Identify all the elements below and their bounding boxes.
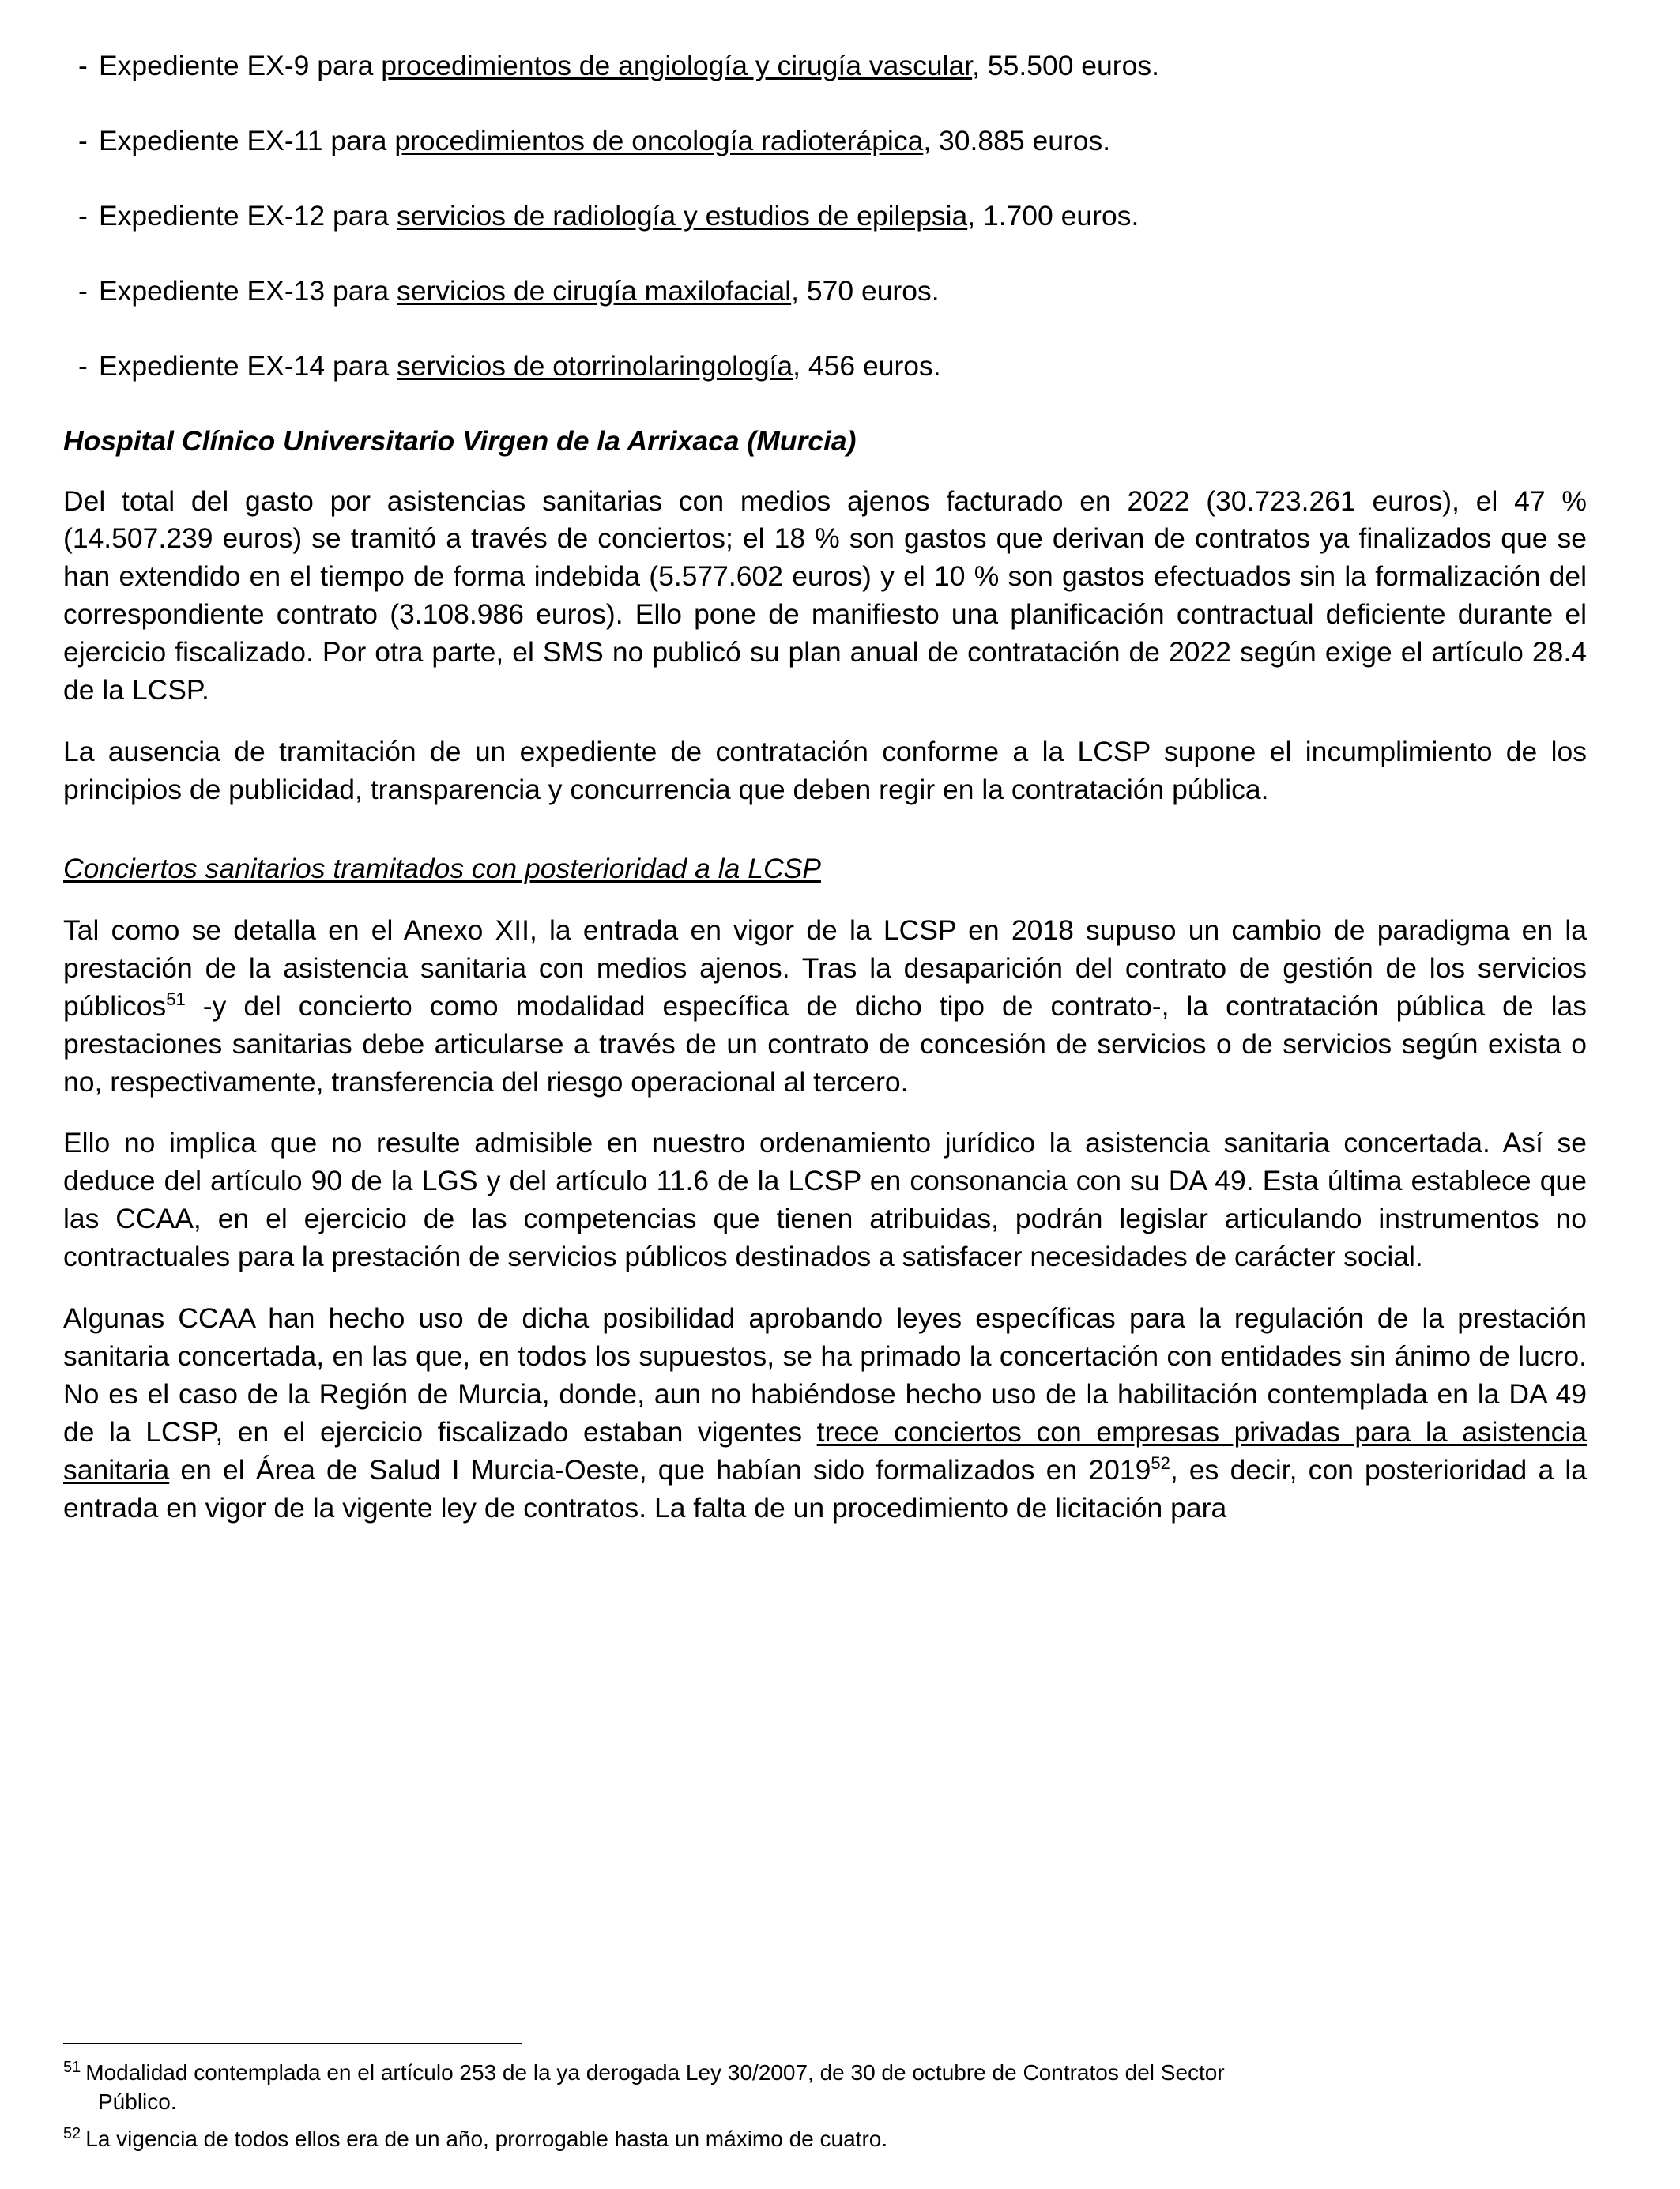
list-item-emphasis: servicios de radiología y estudios de epilepsia [396, 199, 968, 232]
footnote-number: 51 [63, 2058, 81, 2076]
paragraph-anexo-xii-part1: Tal como se detalla en el Anexo XII, la entrada en vigor de la LCSP en 2018 supuso un cambio de paradigma en la prestación de la asistencia sanitaria con medios ajenos. Tras la desaparición del contrato de gestión de los servicios públicos [63, 914, 1587, 1022]
section-heading: Hospital Clínico Universitario Virgen de la Arrixaca (Murcia) [63, 424, 857, 457]
list-item [63, 273, 1587, 311]
list-item-prefix: Expediente EX-13 para [99, 274, 397, 307]
footnote-ref-51[interactable]: 51 [166, 989, 186, 1009]
list-item [63, 198, 1587, 235]
expediente-list [63, 47, 1587, 386]
paragraph-gasto-total: Del total del gasto por asistencias sanitarias con medios ajenos facturado en 2022 (30.723.261 euros), el 47 % (14.507.239 euros) se tramitó a través de conciertos; el 18 % son gastos que derivan de contratos ya finalizados que se han extendido en el tiempo de forma indebida (5.577.602 euros) y el 10 % son gastos efectuados sin la formalización del correspondiente contrato (3.108.986 euros). Ello pone de manifiesto una planificación contractual deficiente durante el ejercicio fiscalizado. Por otra parte, el SMS no publicó su plan anual de contratación de 2022 según exige el artículo 28.4 de la LCSP. [63, 484, 1587, 706]
list-item [63, 348, 1587, 386]
paragraph-ausencia-tramitacion: La ausencia de tramitación de un expediente de contratación conforme a la LCSP supone el incumplimiento de los principios de publicidad, transparencia y concurrencia que deben regir en la contratación pública. [63, 736, 1587, 805]
list-item-suffix: , 456 euros. [793, 349, 941, 382]
paragraph-ccaa-emphasis: trece conciertos con empresas privadas para la asistencia sanitaria [63, 1415, 1587, 1486]
list-item-prefix: Expediente EX-12 para [99, 199, 397, 232]
list-item-prefix: Expediente EX-14 para [99, 349, 397, 382]
paragraph-ccaa-part1: Algunas CCAA han hecho uso de dicha posibilidad aprobando leyes específicas para la regulación de la prestación sanitaria concertada, en las que, en todos los supuestos, se ha primado la concertación con entidades sin ánimo de lucro. No es el caso de la Región de Murcia, donde, aun no habiéndose hecho uso de la habilitación contemplada en la DA 49 de la LCSP, en el ejercicio fiscalizado estaban vigentes [63, 1302, 1587, 1448]
footnote-area [63, 2043, 1587, 2154]
list-item [63, 122, 1587, 160]
list-item-prefix: Expediente EX-9 para [99, 50, 382, 81]
list-bullet-dash: - [78, 274, 88, 307]
sub-heading: Conciertos sanitarios tramitados con posterioridad a la LCSP [63, 852, 821, 884]
list-item-suffix: , 570 euros. [791, 274, 940, 307]
list-bullet-dash: - [78, 199, 88, 232]
document-body [63, 47, 1587, 1528]
list-item-suffix: , 30.885 euros. [923, 124, 1111, 156]
list-bullet-dash: - [78, 349, 88, 382]
list-item-emphasis: procedimientos de angiología y cirugía vascular [381, 50, 973, 81]
list-item-suffix: , 55.500 euros. [972, 50, 1159, 81]
footnote-text: Modalidad contemplada en el artículo 253 de la ya derogada Ley 30/2007, de 30 de octubre de Contratos del Sector [85, 2060, 1225, 2085]
footnote-text: La vigencia de todos ellos era de un año, prorrogable hasta un máximo de cuatro. [85, 2127, 888, 2152]
list-item [63, 47, 1587, 85]
paragraph-anexo-xii [63, 912, 1587, 1102]
footnote-text-continuation: Público. [98, 2089, 177, 2115]
footnote-separator [63, 2043, 522, 2044]
list-item-prefix: Expediente EX-11 para [99, 124, 395, 156]
footnote-ref-52[interactable]: 52 [1151, 1452, 1170, 1473]
list-item-emphasis: procedimientos de oncología radioterápica [394, 124, 924, 156]
list-item-emphasis: servicios de otorrinolaringología [396, 349, 793, 382]
paragraph-anexo-xii-part2: -y del concierto como modalidad específica de dicho tipo de contrato-, la contratación pública de las prestaciones sanitarias debe articularse a través de un contrato de concesión de servicios o de servicios según exista o no, respectivamente, transferencia del riesgo operacional al tercero. [63, 989, 1587, 1098]
list-item-emphasis: servicios de cirugía maxilofacial [396, 274, 792, 307]
footnote-number: 52 [63, 2124, 81, 2142]
paragraph-ccaa-part2: en el Área de Salud I Murcia-Oeste, que habían sido formalizados en 2019 [169, 1453, 1151, 1486]
footnote-51 [63, 2059, 1587, 2117]
footnote-52 [63, 2125, 1587, 2154]
list-bullet-dash: - [78, 124, 88, 156]
paragraph-ccaa [63, 1300, 1587, 1528]
list-bullet-dash: - [78, 50, 88, 81]
list-item-suffix: , 1.700 euros. [967, 199, 1139, 232]
paragraph-ccaa-part3: , es decir, con posterioridad a la entrada en vigor de la vigente ley de contratos. La falta de un procedimiento de licitación para [63, 1453, 1588, 1524]
paragraph-ordenamiento-juridico: Ello no implica que no resulte admisible en nuestro ordenamiento jurídico la asistencia sanitaria concertada. Así se deduce del artículo 90 de la LGS y del artículo 11.6 de la LCSP en consonancia con su DA 49. Esta última establece que las CCAA, en el ejercicio de las competencias que tienen atribuidas, podrán legislar articulando instrumentos no contractuales para la prestación de servicios públicos destinados a satisfacer necesidades de carácter social. [63, 1127, 1587, 1273]
